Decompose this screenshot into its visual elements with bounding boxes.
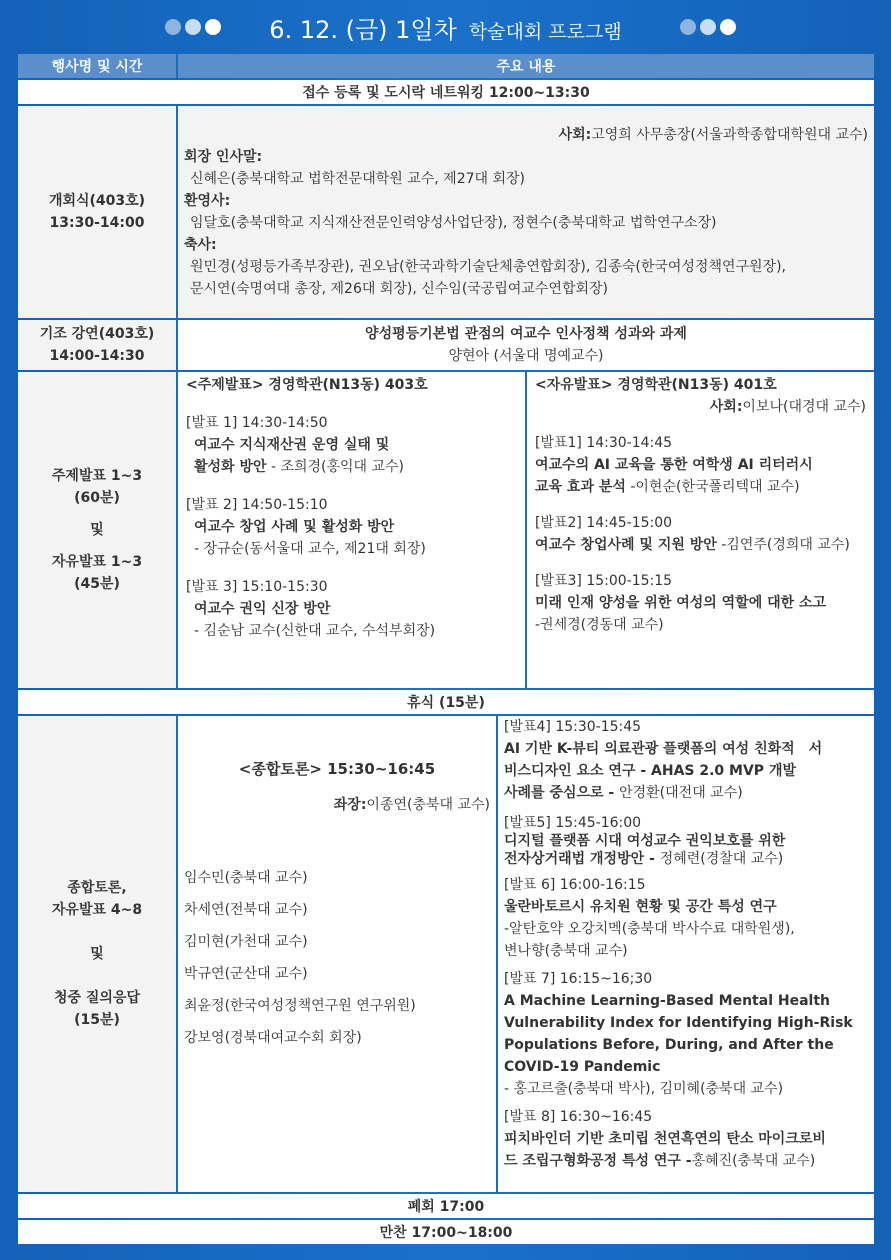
panelist: 차세연(전북대 교수) [184, 902, 308, 918]
session1-label [18, 372, 178, 688]
break-row [18, 690, 874, 714]
session1-label-line: 자유발표 1~3 [51, 554, 143, 570]
item-title: 디지털 플랫폼 시대 여성교수 권익보호를 위한 [504, 833, 786, 849]
session1-label-line: 주제발표 1~3 [51, 468, 143, 484]
item-head: [발표2] 14:45-15:00 [535, 515, 673, 531]
session2-label-line: (15분) [74, 1012, 120, 1028]
keynote-label-time: 14:00-14:30 [49, 348, 145, 364]
title-sub: 학술대회 프로그램 [468, 21, 622, 43]
item-author: - 홍고르출(충북대 박사), 김미혜(충북대 교수) [504, 1081, 784, 1097]
welcome-speaker: 신혜은(충북대학교 법학전문대학원 교수, 제27대 회장) [190, 171, 525, 187]
title-bar [0, 0, 891, 52]
keynote-label [18, 320, 178, 370]
free-item-2 [535, 512, 866, 556]
session2-label-line: 자유발표 4~8 [51, 902, 143, 918]
header-main-content: 주요 내용 [178, 54, 874, 78]
item-author: 홍혜진(충북대 교수) [691, 1153, 816, 1169]
free-moderator: 사회:이보나(대경대 교수) [709, 399, 866, 415]
session1-label-line: 및 [90, 522, 104, 538]
item-author: - 김순남 교수(신한대 교수, 수석부회장) [194, 623, 436, 639]
item-title: 여교수 권익 신장 방안 [194, 601, 331, 617]
item-title: COVID-19 Pandemic [504, 1059, 661, 1075]
item-head: [발표5] 15:45-16:00 [504, 815, 642, 831]
item-head: [발표 8] 16:30~16:45 [504, 1109, 653, 1125]
item-author: 안경환(대전대 교수) [619, 785, 743, 801]
item-author: -권세경(경동대 교수) [535, 617, 664, 633]
panelist: 김미현(가천대 교수) [184, 934, 308, 950]
panelist: 박규연(군산대 교수) [184, 966, 308, 982]
session1-label-line: (60분) [74, 490, 120, 506]
dinner-row [18, 1220, 874, 1244]
item-title: 전자상거래법 개정방안 - [504, 851, 660, 867]
presentation-8 [504, 1106, 868, 1172]
free-presentations [527, 372, 874, 688]
session2-label [18, 716, 178, 1192]
item-title: 미래 인재 양성을 위한 여성의 역할에 대한 소고 [535, 595, 827, 611]
opening-label-name: 개회식(403호) [48, 193, 146, 209]
item-head: [발표 1] 14:30-14:50 [186, 415, 328, 431]
opening-label-time: 13:30-14:00 [49, 215, 145, 231]
item-author: -이현순(한국폴리텍대 교수) [625, 479, 800, 495]
theme-item-2 [186, 494, 517, 560]
discussion-panel [178, 716, 498, 1192]
registration-text: 접수 등록 및 도시락 네트워킹 12:00~13:30 [18, 80, 874, 104]
item-head: [발표 7] 16:15~16;30 [504, 971, 653, 987]
theme-item-1 [186, 412, 517, 478]
discussion-title: <종합토론> 15:30~16:45 [238, 760, 436, 778]
item-title: A Machine Learning-Based Mental Health [504, 993, 830, 1009]
item-author: 변나향(충북대 교수) [504, 943, 628, 959]
closing-row [18, 1194, 874, 1218]
keynote-title: 양성평등기본법 관점의 여교수 인사정책 성과와 과제 [365, 326, 687, 342]
panelist: 최윤정(한국여성정책연구원 연구위원) [184, 998, 416, 1014]
presentation-7 [504, 968, 868, 1100]
item-head: [발표 2] 14:50-15:10 [186, 497, 328, 513]
panelist: 강보영(경북대여교수회 회장) [184, 1030, 362, 1046]
session2-row [18, 716, 874, 1192]
right-dots-decoration [680, 19, 736, 35]
session2-content [178, 716, 874, 1192]
item-title: 활성화 방안 [194, 459, 267, 475]
keynote-speaker: 양현아 (서울대 명예교수) [448, 348, 604, 364]
item-title: 비스디자인 요소 연구 - AHAS 2.0 MVP 개발 [504, 763, 796, 779]
session1-row [18, 372, 874, 688]
item-title: 여교수 창업 사례 및 활성화 방안 [194, 519, 395, 535]
item-author: - 장규순(동서울대 교수, 제21대 회장) [194, 541, 426, 557]
item-title: AI 기반 K-뷰티 의료관광 플랫폼의 여성 친화적 [504, 741, 795, 757]
item-title: 여교수 지식재산권 운영 실태 및 [194, 437, 390, 453]
theme-title: <주제발표> 경영학관(N13동) 403호 [186, 377, 428, 393]
item-title: 여교수 창업사례 및 지원 방안 [535, 537, 717, 553]
item-title: 여교수의 AI 교육을 통한 여학생 AI 리터러시 [535, 457, 813, 473]
item-title: 피치바인더 기반 초미립 천연흑연의 탄소 마이크로비 [504, 1131, 826, 1147]
panelist-list [184, 862, 490, 1054]
theme-presentations [178, 372, 527, 688]
session2-label-line: 청중 질의응답 [53, 990, 141, 1006]
break-text: 휴식 (15분) [18, 690, 874, 714]
session2-label-line: 종합토론, [67, 880, 127, 896]
free-item-1 [535, 432, 866, 498]
item-title: 드 조립구형화공정 특성 연구 - [504, 1153, 692, 1169]
keynote-row [18, 320, 874, 370]
presentation-4 [504, 716, 868, 804]
greeting-title: 환영사: [184, 193, 231, 209]
congrats-speakers-1: 원민경(성평등가족부장관), 권오남(한국과학기술단체총연합회장), 김종숙(한국여성정책연구원장), [190, 259, 786, 275]
item-head: [발표1] 14:30-14:45 [535, 435, 673, 451]
registration-row [18, 80, 874, 104]
free-presentations-2 [498, 716, 874, 1192]
item-head: [발표3] 15:00-15:15 [535, 573, 673, 589]
title-main: 6. 12. (금) 1일차 [269, 16, 457, 44]
opening-label [18, 106, 178, 318]
item-author: - 조희경(홍익대 교수) [266, 459, 405, 475]
item-title: 서 [808, 741, 823, 757]
page-title [0, 10, 891, 45]
item-author: 정혜련(경찰대 교수) [659, 851, 784, 867]
dinner-text: 만찬 17:00~18:00 [18, 1220, 874, 1244]
session2-label-line: 및 [90, 946, 104, 962]
free-item-3 [535, 570, 866, 636]
free-title: <자유발표> 경영학관(N13동) 401호 [535, 377, 777, 393]
program-table [18, 52, 874, 1246]
item-title: Populations Before, During, and After the [504, 1037, 834, 1053]
presentation-6 [504, 874, 868, 962]
keynote-content [178, 320, 874, 370]
item-author: -알탄호약 오강치멕(충북대 박사수료 대학원생), [504, 921, 795, 937]
keynote-label-name: 기조 강연(403호) [39, 326, 155, 342]
discussion-chair: 좌장:이종연(충북대 교수) [333, 797, 490, 813]
header-event-time: 행사명 및 시간 [18, 54, 178, 78]
item-head: [발표4] 15:30-15:45 [504, 719, 642, 735]
theme-item-3 [186, 576, 517, 642]
opening-row [18, 106, 874, 318]
session1-content [178, 372, 874, 688]
session1-label-line: (45분) [74, 576, 120, 592]
item-title: 교육 효과 분석 [535, 479, 626, 495]
table-header-row [18, 54, 874, 78]
opening-content [178, 106, 874, 318]
item-head: [발표 6] 16:00-16:15 [504, 877, 646, 893]
item-title: Vulnerability Index for Identifying High-Risk [504, 1015, 853, 1031]
item-head: [발표 3] 15:10-15:30 [186, 579, 328, 595]
panelist: 임수민(충북대 교수) [184, 870, 308, 886]
greeting-speakers: 임달호(충북대학교 지식재산전문인력양성사업단장), 정현수(충북대학교 법학연구소장) [190, 215, 717, 231]
item-title: 울란바토르시 유치원 현황 및 공간 특성 연구 [504, 899, 777, 915]
welcome-title: 회장 인사말: [184, 149, 263, 165]
opening-moderator: 사회:고영희 사무총장(서울과학종합대학원대 교수) [558, 127, 868, 143]
item-title: 사례를 중심으로 - [504, 785, 620, 801]
closing-text: 폐회 17:00 [18, 1194, 874, 1218]
item-author: -김연주(경희대 교수) [716, 537, 850, 553]
congrats-title: 축사: [184, 237, 217, 253]
presentation-5 [504, 814, 868, 868]
congrats-speakers-2: 문시연(숙명여대 총장, 제26대 회장), 신수임(국공립여교수연합회장) [190, 281, 608, 297]
